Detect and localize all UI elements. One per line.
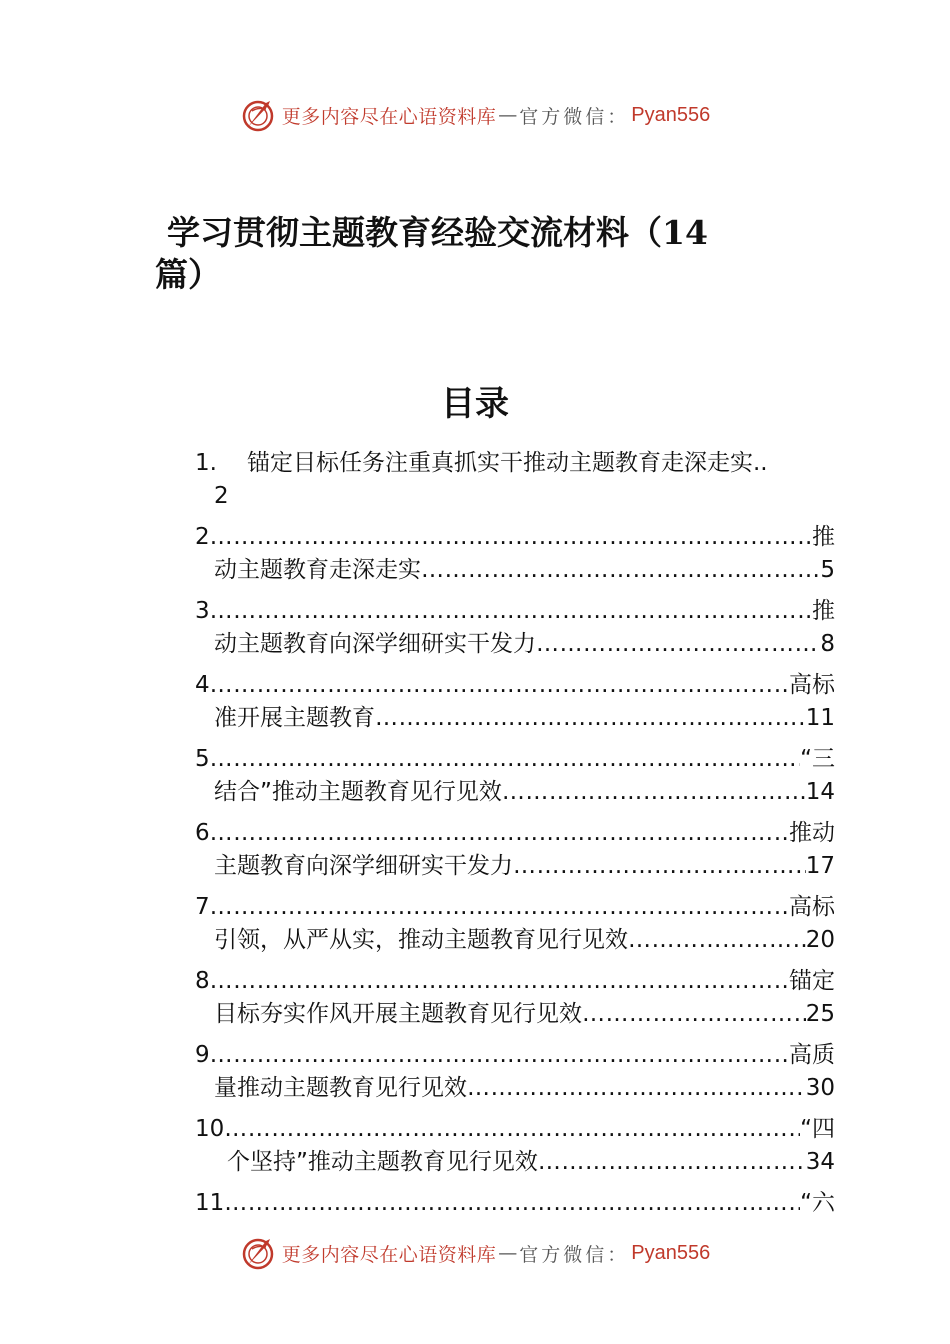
toc-entry-head: “四 (800, 1116, 835, 1142)
toc-entry-page: 2 (214, 483, 229, 509)
toc-leader-dots (210, 891, 789, 924)
toc-leader-dots (421, 554, 820, 587)
toc-entry-1[interactable] (195, 447, 835, 513)
toc-entry-head: “三 (800, 746, 835, 772)
toc-entry-text: 结合”推动主题教育见行见效 (214, 779, 502, 805)
toc-entry-page: 8 (820, 631, 835, 657)
toc-entry-text: 准开展主题教育 (214, 705, 375, 731)
toc-entry-head: 高标 (789, 672, 835, 698)
document-title-line1: 学习贯彻主题教育经验交流材料（14 (167, 213, 708, 252)
toc-leader-dots (210, 743, 800, 776)
document-title (155, 212, 755, 296)
toc-entry-number: 8 (195, 968, 210, 994)
toc-entry-text: 锚定目标任务注重真抓实干推动主题教育走深走实.. (246, 450, 768, 476)
toc-entry-number: 4 (195, 672, 210, 698)
toc-leader-dots (536, 628, 820, 661)
toc-entry-head: 高标 (789, 894, 835, 920)
toc-leader-dots (224, 1113, 800, 1146)
toc-entry-page: 30 (805, 1075, 835, 1101)
banner-slogan: 更多内容尽在心语资料库 (281, 105, 497, 128)
toc-entry-10[interactable] (195, 1113, 835, 1179)
toc-entry-text: 量推动主题教育见行见效 (214, 1075, 467, 1101)
toc-leader-dots (375, 702, 806, 735)
toc-entry-head: 推动 (789, 820, 835, 846)
toc-entry-text: 动主题教育向深学细研实干发力 (214, 631, 536, 657)
toc-entry-text: 主题教育向深学细研实干发力 (214, 853, 513, 879)
footer-banner (0, 1233, 950, 1273)
toc-entry-9[interactable] (195, 1039, 835, 1105)
quill-logo-icon (240, 1235, 276, 1271)
toc-entry-2[interactable] (195, 521, 835, 587)
toc-leader-dots (210, 669, 789, 702)
toc-entry-page: 14 (805, 779, 835, 805)
toc-leader-dots (224, 1187, 800, 1220)
banner-wechat-label: 官方微信： (519, 1243, 630, 1266)
toc-leader-dots (210, 817, 789, 850)
toc-entry-page: 34 (805, 1149, 835, 1175)
toc-entry-number: 9 (195, 1042, 210, 1068)
toc-entry-number: 5 (195, 746, 210, 772)
toc-entry-8[interactable] (195, 965, 835, 1031)
toc-entry-number: 6 (195, 820, 210, 846)
toc-entry-page: 25 (805, 1001, 835, 1027)
toc-entry-number: 10 (195, 1116, 225, 1142)
toc-entry-7[interactable] (195, 891, 835, 957)
toc-entry-page: 5 (820, 557, 835, 583)
toc-leader-dots (538, 1146, 806, 1179)
toc-entry-head: 锚定 (789, 968, 835, 994)
toc-entry-page: 20 (805, 927, 835, 953)
toc-entry-4[interactable] (195, 669, 835, 735)
banner-separator: — (498, 1242, 518, 1264)
toc-leader-dots (210, 1039, 789, 1072)
toc-entry-5[interactable] (195, 743, 835, 809)
quill-logo-icon (240, 97, 276, 133)
document-title-line2: 篇） (155, 255, 221, 294)
banner-wechat-id: Pyan556 (631, 103, 711, 126)
toc-entry-6[interactable] (195, 817, 835, 883)
toc-entry-head: 高质 (789, 1042, 835, 1068)
toc-entry-head: “六 (800, 1190, 835, 1216)
toc-entry-number: 3 (195, 598, 210, 624)
toc-heading: 目录 (441, 384, 509, 424)
toc-entry-text: 个坚持”推动主题教育见行见效 (227, 1149, 538, 1175)
toc-entry-text: 引领，从严从实，推动主题教育见行见效 (214, 927, 628, 953)
toc-entry-page: 11 (805, 705, 835, 731)
banner-slogan: 更多内容尽在心语资料库 (281, 1243, 497, 1266)
toc-leader-dots (628, 924, 806, 957)
toc-leader-dots (502, 776, 806, 809)
toc-entry-number: 7 (195, 894, 210, 920)
banner-separator: — (498, 104, 518, 126)
toc-entry-number: 11 (195, 1190, 225, 1216)
toc-entry-3[interactable] (195, 595, 835, 661)
toc-entry-number: 2 (195, 524, 210, 550)
banner-wechat-id: Pyan556 (631, 1241, 711, 1264)
toc-leader-dots (467, 1072, 806, 1105)
toc-entry-head: 推 (812, 524, 835, 550)
header-banner (0, 95, 950, 135)
toc-leader-dots (582, 998, 806, 1031)
toc-entry-page: 17 (805, 853, 835, 879)
toc-entry-text: 目标夯实作风开展主题教育见行见效 (214, 1001, 582, 1027)
toc-entry-11[interactable] (195, 1187, 835, 1220)
table-of-contents (195, 447, 835, 1228)
banner-wechat-label: 官方微信： (519, 105, 630, 128)
toc-entry-number: 1. (195, 450, 217, 476)
toc-entry-head: 推 (812, 598, 835, 624)
toc-entry-text: 动主题教育走深走实 (214, 557, 421, 583)
toc-leader-dots (513, 850, 806, 883)
toc-leader-dots (210, 595, 812, 628)
toc-leader-dots (210, 965, 789, 998)
toc-leader-dots (210, 521, 812, 554)
